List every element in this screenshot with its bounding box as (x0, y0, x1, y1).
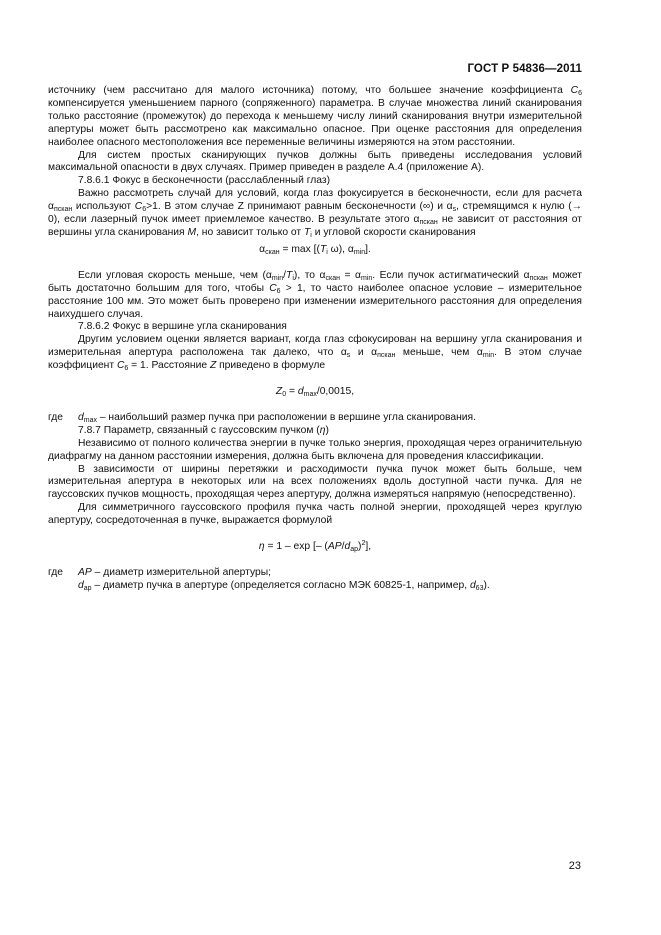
formula-alpha-scan: $\alpha_{скан} = \max [(T_i$ ω), $\alpha_{min}$]. (259, 243, 371, 256)
where-definition: AP – диаметр измерительной апертуры; (78, 567, 271, 578)
paragraph-scanning-systems: Для систем простых сканирующих пучков должны быть приведены исследования условий максимальной опасности в двух случаях. Пример приведен в разделе А.4 (приложение А). (48, 149, 582, 174)
page-number: 23 (568, 860, 581, 872)
where-label: где (48, 567, 64, 578)
paragraph-continuation: источнику (чем рассчитано для малого источника) потому, что большее значение коэффициента $C_6$ компенсируется уменьшением парного (сопряженного) параметра. В случае множества линий сканирования только расстояние (промежуток) до перехода к меньшему числу линий сканирования внутри измерительной апертуры может быть рассмотрено как максимально опасное. При оценке расстояния для определения наиболее опасного местоположения все переменные величины измеряются на этом расстоянии. (48, 85, 582, 148)
formula-z0: $Z_0 = d_{max}/0,0015$, (275, 386, 355, 399)
document-body (48, 85, 582, 593)
section-heading-787: 7.8.7 Параметр, связанный с гауссовским пучком (η) (78, 424, 329, 436)
paragraph-gaussian-profile: Для симметричного гауссовского профиля пучка часть полной энергии, проходящей через круглую апертуру, сосредоточенная в пучке, выражается формулой (48, 502, 582, 527)
where-clause-dmax (48, 412, 582, 425)
where-clause-ap (48, 567, 582, 580)
paragraph-waist-divergence: В зависимости от ширины перетяжки и расходимости пучка пучок может быть больше, чем измерительная апертура в некоторых или на всех положениях вдоль доступной части пучка. Для не гауссовских пучков мощность, проходящая через апертуру, должна измеряться напрямую (непосредственно). (48, 463, 582, 501)
section-heading-7861: 7.8.6.1 Фокус в бесконечности (расслабленный глаз) (78, 175, 330, 187)
where-label: где (48, 411, 64, 423)
where-definition-dap: $d_{ap}$ – диаметр пучка в апертуре (определяется согласно МЭК 60825-1, например, $d_{63}$). (78, 579, 490, 592)
paragraph-angular-speed: Если угловая скорость меньше, чем $(\alpha_{min}/T_i)$, то $\alpha_{скан} = \alpha_{min}$. Если пучок астигматический $\alpha_{пскан}$ может быть достаточно большим для того, чтобы $C_6 > 1$, то часто наиболее опасное условие – измерительное расстояние 100 мм. Это может быть проверено при изменении измерительного расстояния для определения наихудшего случая. (48, 269, 583, 320)
formula-eta: η = 1 – exp [– $(AP/d_{ap})^2$], (258, 540, 372, 554)
standard-header: ГОСТ Р 54836—2011 (467, 63, 582, 75)
paragraph-focus-vertex: Другим условием оценки является вариант, когда глаз сфокусирован на вершину угла сканирования и измерительная апертура расположена так далеко, что $\alpha_s$ и $\alpha_{пскан}$ меньше, чем $\alpha_{min}$. В этом случае коэффициент $C_6 = 1$. Расстояние Z приведено в формуле (48, 334, 582, 373)
paragraph-energy-aperture: Независимо от полного количества энергии в пучке только энергия, проходящая через ограничительную диафрагму на данном расстоянии измерения, должна быть включена для проведения классификации. (48, 437, 582, 462)
where-definition: $d_{max}$ – наибольший размер пучка при расположении в вершине угла сканирования. (78, 411, 476, 424)
section-heading-7862: 7.8.6.2 Фокус в вершине угла сканирования (78, 321, 287, 333)
paragraph-focus-infinity: Важно рассмотреть случай для условий, когда глаз фокусируется в бесконечности, если для расчета $\alpha_{пскан}$ используют $C_6>1$. В этом случае Z принимают равным бесконечности (∞) и $\alpha_s$, стремящимся к нулю (→ 0), если лазерный пучок имеет приемлемое качество. В результате этого $\alpha_{пскан}$ не зависит от расстояния от вершины угла сканирования M, но зависит только от $T_i$ и угловой скорости сканирования (48, 188, 582, 239)
